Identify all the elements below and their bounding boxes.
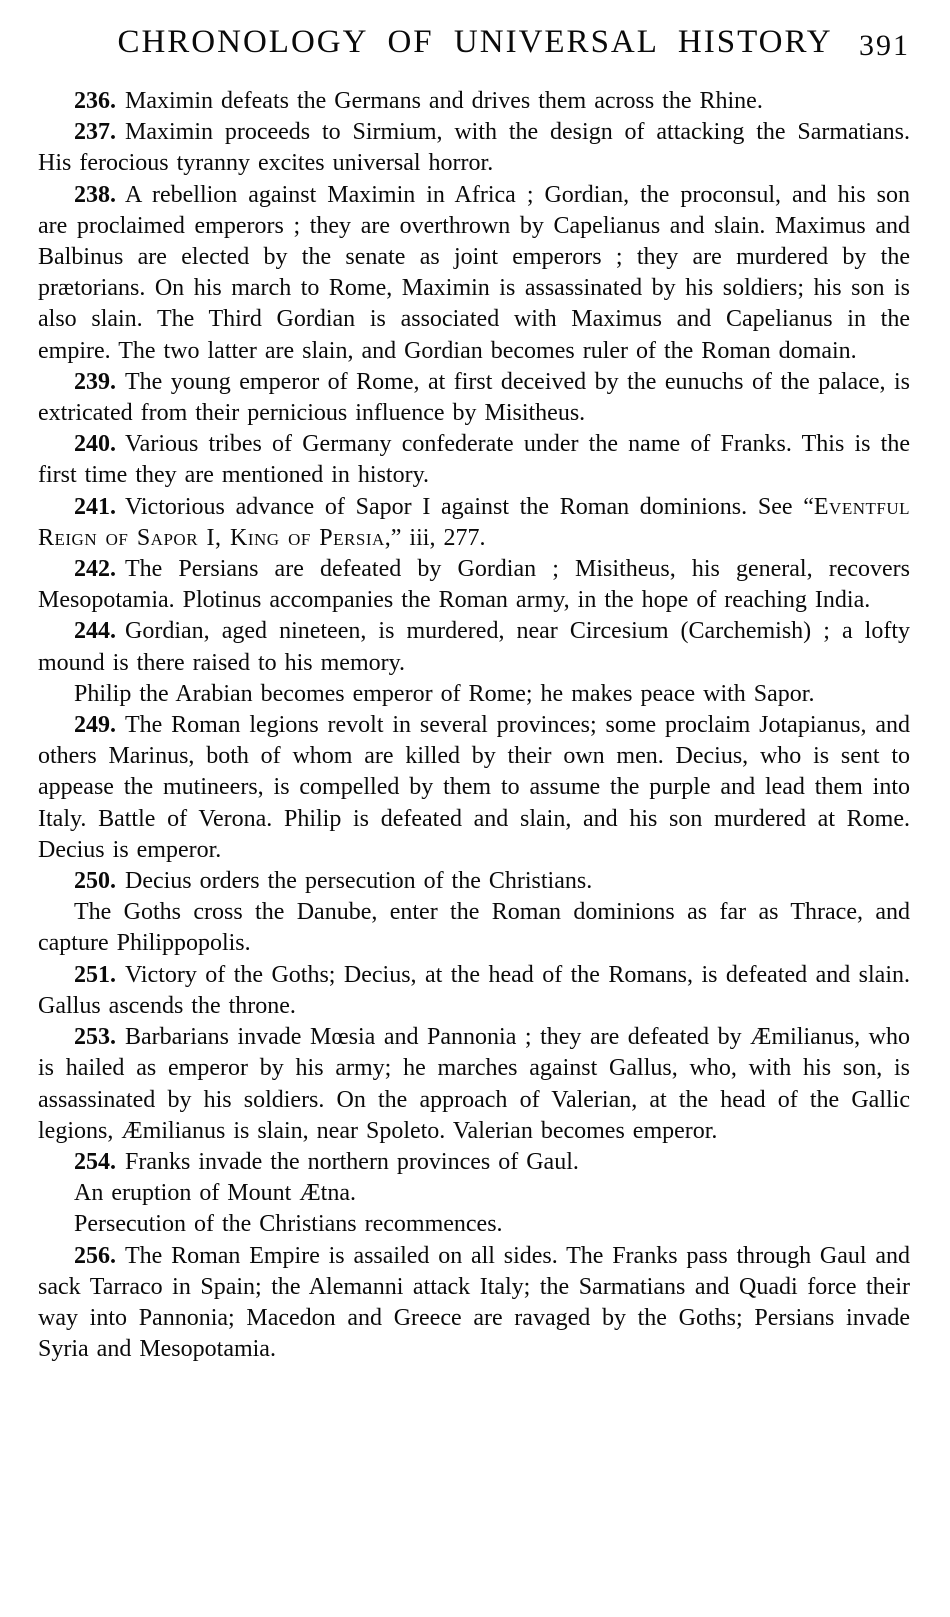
- entry-text: Persecution of the Christians recommences.: [74, 1211, 503, 1238]
- entry-text-smallcaps: Eventful Reign of Sapor I, King of Persia: [38, 493, 910, 551]
- chronology-entry-253: [38, 1022, 910, 1147]
- entry-text: Philip the Arabian becomes emperor of Rome; he makes peace with Sapor.: [74, 680, 815, 707]
- entry-year: 239.: [74, 368, 116, 395]
- entry-text: Maximin defeats the Germans and drives them across the Rhine.: [125, 88, 763, 114]
- chronology-entry-241: [38, 492, 910, 554]
- chronology-text-block: [38, 86, 910, 1365]
- entry-year: 250.: [74, 868, 116, 895]
- chronology-entry-continuation: [38, 1178, 910, 1209]
- chronology-entry-236: [38, 86, 910, 117]
- entry-year: 254.: [74, 1148, 116, 1175]
- entry-text: Gordian, aged nineteen, is murdered, near Circesium (Carchemish) ; a lofty mound is there raised to his memory.: [38, 618, 910, 676]
- chronology-entry-242: [38, 554, 910, 616]
- entry-text: Barbarians invade Mœsia and Pannonia ; they are defeated by Æmilianus, who is hailed as emperor by his army; he marches against Gallus, who, with his son, is assassinated by his soldiers. On the approach of Valerian, at the head of the Gallic legions, Æmilianus is slain, near Spoleto. Valerian becomes emperor.: [38, 1024, 910, 1144]
- chronology-entry-continuation: [38, 679, 910, 710]
- entry-year: 256.: [74, 1242, 116, 1269]
- entry-text: Maximin proceeds to Sirmium, with the design of attacking the Sarmatians. His ferocious tyranny excites universal horror.: [38, 119, 910, 177]
- entry-text: Decius orders the persecution of the Christians.: [125, 868, 593, 895]
- entry-text: An eruption of Mount Ætna.: [74, 1180, 356, 1207]
- entry-text: The Goths cross the Danube, enter the Roman dominions as far as Thrace, and capture Philippopolis.: [38, 899, 910, 957]
- entry-text: Franks invade the northern provinces of Gaul.: [125, 1148, 579, 1175]
- entry-year: 242.: [74, 556, 116, 583]
- entry-text: ,” iii, 277.: [384, 524, 486, 551]
- entry-text: The Roman Empire is assailed on all sides. The Franks pass through Gaul and sack Tarraco in Spain; the Alemanni attack Italy; the Sarmatians and Quadi force their way into Pannonia; Macedon and Greece are ravaged by the Goths; Persians invade Syria and Mesopotamia.: [38, 1242, 910, 1363]
- chronology-entry-250: [38, 866, 910, 897]
- chronology-entry-256: [38, 1241, 910, 1366]
- chronology-entry-237: [38, 117, 910, 179]
- chronology-entry-continuation: [38, 1209, 910, 1240]
- entry-year: 236.: [74, 88, 116, 114]
- entry-year: 244.: [74, 618, 116, 645]
- entry-year: 251.: [74, 961, 116, 988]
- entry-year: 240.: [74, 431, 116, 458]
- chronology-entry-251: [38, 960, 910, 1022]
- chronology-entry-244: [38, 616, 910, 678]
- chronology-entry-238: [38, 180, 910, 367]
- entry-text: Various tribes of Germany confederate under the name of Franks. This is the first time they are mentioned in history.: [38, 431, 910, 489]
- chronology-entry-254: [38, 1147, 910, 1178]
- chronology-entry-240: [38, 429, 910, 491]
- entry-year: 237.: [74, 119, 116, 146]
- entry-text: The Roman legions revolt in several provinces; some proclaim Jotapianus, and others Marinus, both of whom are killed by their own men. Decius, who is sent to appease the mutineers, is compelled by them to assume the purple and lead them into Italy. Battle of Verona. Philip is defeated and slain, and his son murdered at Rome. Decius is emperor.: [38, 712, 910, 863]
- chronology-entry-249: [38, 710, 910, 866]
- entry-year: 238.: [74, 181, 116, 208]
- running-head: [38, 24, 912, 68]
- entry-year: 241.: [74, 493, 116, 520]
- entry-text: The young emperor of Rome, at first deceived by the eunuchs of the palace, is extricated from their pernicious influence by Misitheus.: [38, 368, 910, 427]
- page-title: CHRONOLOGY OF UNIVERSAL HISTORY: [117, 24, 833, 60]
- entry-text: The Persians are defeated by Gordian ; Misitheus, his general, recovers Mesopotamia. Plotinus accompanies the Roman army, in the hope of reaching India.: [38, 556, 910, 614]
- chronology-entry-239: [38, 367, 910, 429]
- chronology-entry-continuation: [38, 897, 910, 959]
- page-number: 391: [859, 29, 910, 62]
- entry-year: 253.: [74, 1024, 116, 1051]
- entry-year: 249.: [74, 712, 116, 739]
- entry-text: A rebellion against Maximin in Africa ; Gordian, the proconsul, and his son are proclaimed emperors ; they are overthrown by Capelianus and slain. Maximus and Balbinus are elected by the senate as joint emperors ; they are murdered by the prætorians. On his march to Rome, Maximin is assassinated by his soldiers; his son is also slain. The Third Gordian is associated with Maximus and Capelianus in the empire. The two latter are slain, and Gordian becomes ruler of the Roman domain.: [38, 181, 910, 364]
- entry-text: Victory of the Goths; Decius, at the head of the Romans, is defeated and slain. Gallus ascends the throne.: [38, 961, 910, 1019]
- entry-text: Victorious advance of Sapor I against the Roman dominions. See “: [125, 493, 814, 520]
